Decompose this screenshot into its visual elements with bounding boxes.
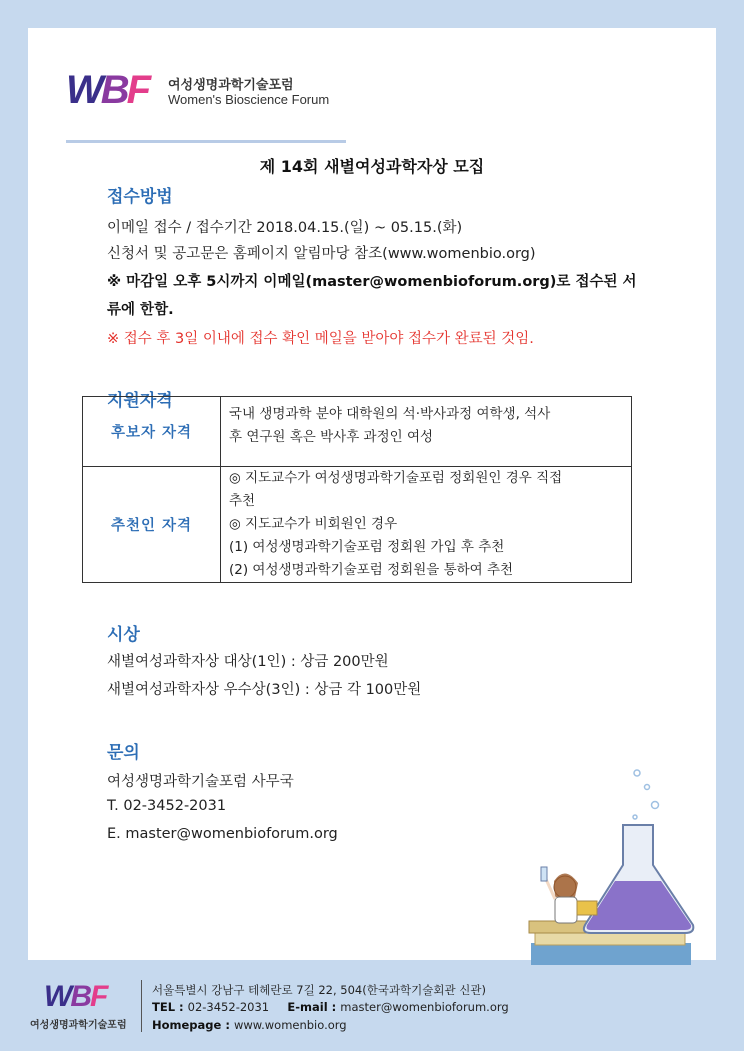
row-label-candidate: 후보자 자격 <box>83 397 221 466</box>
page-title: 제 14회 새별여성과학자상 모집 <box>259 157 485 176</box>
footer-address: 서울특별시 강남구 테헤란로 7길 22, 504(한국과학기술회관 신관) <box>152 983 486 997</box>
footer-logo-mark: WBF <box>44 980 107 1013</box>
footer-tel-label: TEL : <box>152 1000 188 1014</box>
cell-line: 후 연구원 혹은 박사후 과정인 여성 <box>229 429 434 445</box>
wbf-logo <box>66 68 346 128</box>
cell-line: ◎ 지도교수가 비회원인 경우 <box>229 516 398 532</box>
row-body-candidate <box>221 397 631 466</box>
cell-line: 국내 생명과학 분야 대학원의 석·박사과정 여학생, 석사 <box>229 406 551 422</box>
footer-logo-korean: 여성생명과학기술포럼 <box>30 1020 127 1031</box>
cell-line: (1) 여성생명과학기술포럼 정회원 가입 후 추천 <box>229 539 505 555</box>
reception-deadline: ※ 마감일 오후 5시까지 이메일(master@womenbioforum.org)로 접수된 서 <box>107 274 637 290</box>
footer-email[interactable]: master@womenbioforum.org <box>340 1000 509 1014</box>
wbf-logo-mark: WBF <box>66 68 149 112</box>
footer-email-label: E-mail : <box>287 1000 341 1014</box>
footer-homepage-label: Homepage : <box>152 1018 234 1032</box>
footer-homepage-line <box>152 1018 347 1032</box>
section-heading-award: 시상 <box>107 625 140 645</box>
header-divider <box>66 140 346 143</box>
reception-period: 이메일 접수 / 접수기간 2018.04.15.(일) ~ 05.15.(화) <box>107 220 463 236</box>
cell-line: 추천 <box>229 493 256 509</box>
logo-korean-name: 여성생명과학기술포럼 <box>168 78 294 93</box>
logo-english-name: Women's Bioscience Forum <box>168 92 330 107</box>
reception-reference: 신청서 및 공고문은 홈페이지 알림마당 참조(www.womenbio.org) <box>107 246 536 262</box>
footer-logo <box>30 982 140 1032</box>
contact-tel: T. 02-3452-2031 <box>107 798 227 814</box>
award-excellence-prize: 새별여성과학자상 우수상(3인) : 상금 각 100만원 <box>107 682 422 698</box>
contact-email: E. master@womenbioforum.org <box>107 826 338 842</box>
section-heading-eligibility: 지원자격 <box>107 391 173 411</box>
scientist-flask-illustration <box>525 765 725 965</box>
row-body-recommender <box>221 467 631 582</box>
table-row <box>83 397 631 467</box>
section-heading-reception: 접수방법 <box>107 187 173 207</box>
footer-tel: 02-3452-2031 <box>187 1000 270 1014</box>
eligibility-table <box>82 396 632 583</box>
reception-confirm-notice: ※ 접수 후 3일 이내에 접수 확인 메일을 받아야 접수가 완료된 것임. <box>107 331 534 347</box>
reception-deadline-cont: 류에 한함. <box>107 302 174 318</box>
contact-office: 여성생명과학기술포럼 사무국 <box>107 774 294 790</box>
footer-divider <box>141 980 142 1032</box>
table-row <box>83 467 631 582</box>
footer-contact-line <box>152 1000 509 1014</box>
footer-homepage[interactable]: www.womenbio.org <box>233 1018 347 1032</box>
award-grand-prize: 새별여성과학자상 대상(1인) : 상금 200만원 <box>107 654 389 670</box>
cell-line: ◎ 지도교수가 여성생명과학기술포럼 정회원인 경우 직접 <box>229 470 563 486</box>
section-heading-contact: 문의 <box>107 743 140 763</box>
cell-line: (2) 여성생명과학기술포럼 정회원을 통하여 추천 <box>229 562 514 578</box>
row-label-recommender: 추천인 자격 <box>83 467 221 582</box>
